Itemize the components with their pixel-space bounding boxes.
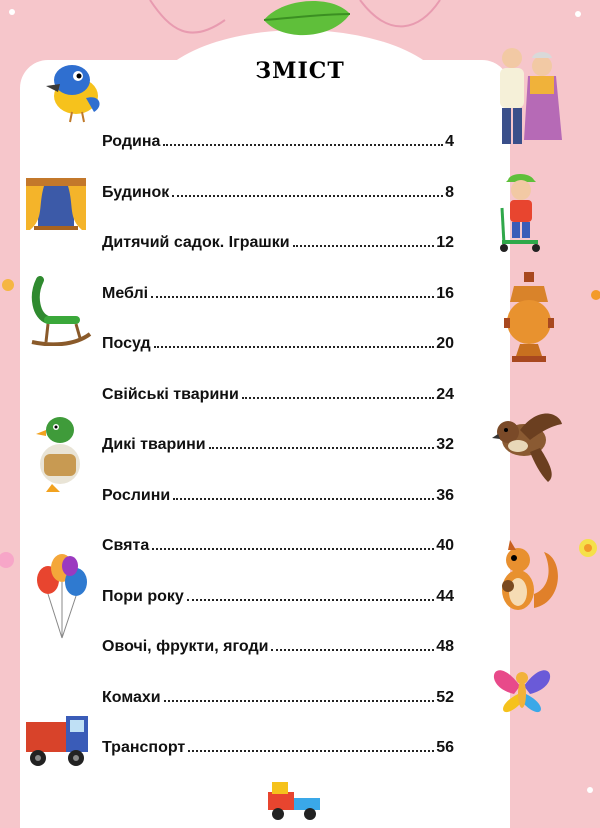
toc-page-number: 24 (436, 385, 454, 403)
toc-leader-dots (187, 585, 434, 601)
toc-page-number: 4 (445, 133, 454, 150)
toc-leader-dots (188, 736, 434, 752)
toc-entry[interactable] (102, 231, 454, 282)
window-curtains-icon (24, 178, 88, 232)
toc-page-number: 44 (436, 587, 454, 605)
toc-leader-dots (173, 484, 434, 500)
toc-page-number: 48 (436, 638, 454, 655)
boy-on-scooter-icon (496, 172, 546, 252)
toc-entry[interactable] (102, 282, 454, 333)
toc-leader-dots (163, 130, 443, 146)
toc-entry[interactable] (102, 635, 454, 686)
toc-entry[interactable] (102, 484, 454, 535)
toc-leader-dots (152, 534, 434, 550)
sparrow-icon (490, 404, 564, 484)
toc-page-number: 16 (436, 284, 454, 302)
toc-page-number: 12 (436, 234, 454, 251)
toc-page-number: 20 (436, 335, 454, 352)
toc-entry[interactable] (102, 181, 454, 232)
toc-label: Дитячий садок. Іграшки (102, 234, 290, 251)
toc-entry[interactable] (102, 534, 454, 585)
toc-leader-dots (242, 383, 434, 399)
toc-label: Рослини (102, 486, 171, 504)
toc-label: Свійські тварини (102, 385, 239, 403)
toc-page-number: 32 (436, 436, 454, 453)
rocking-chair-icon (30, 276, 92, 346)
toc-leader-dots (172, 181, 443, 197)
toc-label: Дикі тварини (102, 436, 206, 453)
table-of-contents (102, 130, 454, 787)
squirrel-icon (494, 538, 560, 618)
toc-label: Родина (102, 133, 161, 150)
toc-entry[interactable] (102, 332, 454, 383)
toc-page-number: 40 (436, 537, 454, 554)
toc-entry[interactable] (102, 433, 454, 484)
grandparents-icon (490, 44, 566, 148)
toc-leader-dots (271, 635, 434, 651)
toc-label: Комахи (102, 688, 161, 706)
toc-label: Свята (102, 537, 150, 554)
toc-page-number: 8 (445, 183, 454, 201)
truck-icon (24, 712, 90, 768)
toc-entry[interactable] (102, 686, 454, 737)
toy-car-icon (264, 778, 324, 822)
duck-with-basket-icon (34, 414, 84, 494)
toc-page-number: 36 (436, 486, 454, 504)
butterfly-icon (484, 656, 560, 722)
samovar-icon (502, 272, 556, 366)
page-title: ЗМІСТ (255, 58, 345, 84)
toc-leader-dots (154, 332, 435, 348)
toc-entry[interactable] (102, 585, 454, 636)
toc-label: Пори року (102, 587, 184, 605)
toc-label: Овочі, фрукти, ягоди (102, 638, 269, 655)
toc-page-number: 52 (436, 688, 454, 706)
leaf-icon (262, 0, 352, 42)
toc-label: Транспорт (102, 739, 186, 756)
toc-entry[interactable] (102, 383, 454, 434)
toc-label: Будинок (102, 183, 170, 201)
toc-leader-dots (164, 686, 435, 702)
toc-page-number: 56 (436, 739, 454, 756)
toc-entry[interactable] (102, 130, 454, 181)
bird-icon (42, 58, 104, 124)
toc-label: Меблі (102, 284, 149, 302)
toc-leader-dots (293, 231, 435, 247)
toc-label: Посуд (102, 335, 151, 352)
toc-leader-dots (209, 433, 435, 449)
toc-leader-dots (151, 282, 434, 298)
balloons-icon (34, 550, 90, 640)
